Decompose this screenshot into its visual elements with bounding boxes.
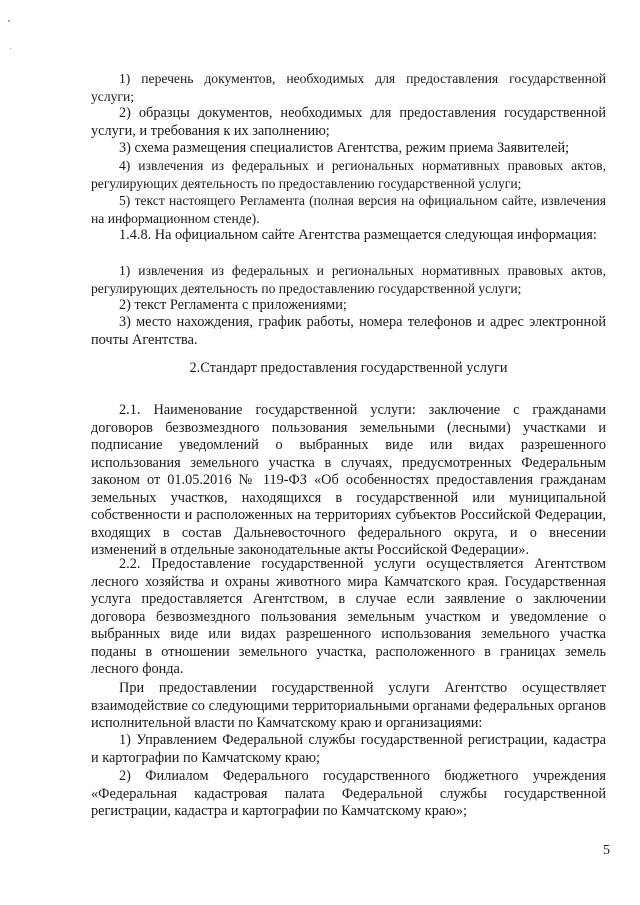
section-heading: 2.Стандарт предоставления государственной услуги (189, 360, 508, 376)
list-item-extracts: 4) извлечения из федеральных и региональных нормативных правовых актов, регулирующих деятельность по предоставлению государственной услуги; (91, 158, 606, 191)
list-item-site-contacts: 3) место нахождения, график работы, номера телефонов и адрес электронной почты Агентства. (91, 314, 606, 348)
clause-1-4-8: 1.4.8. На официальном сайте Агентства размещается следующая информация: (119, 227, 597, 243)
interaction-item-1: 1) Управлением Федеральной службы государственной регистрации, кадастра и картографии по Камчатскому краю; (91, 732, 606, 766)
interaction-intro: При предоставлении государственной услуги Агентство осуществляет взаимодействие со следующими территориальными органами федеральных органов исполнительной власти по Камчатскому краю и организациями: (91, 680, 606, 731)
clause-2-1: 2.1. Наименование государственной услуги: заключение с гражданами договоров безвозмездного пользования земельными (лесными) участками и подписание уведомлений о выбранных виде или видах разрешенного использования земельного участка в случаях, предусмотренных Федеральным законом от 01.05.2016 № 119-ФЗ «Об особенностях предоставления гражданам земельных участков, находящихся в государственной или муниципальной собственности и расположенных на территориях субъектов Российской Федерации, входящих в состав Дальневосточного федерального округа, и о внесении изменений в отдельные законодательные акты Российской Федерации». (91, 402, 606, 558)
interaction-item-2: 2) Филиалом Федерального государственного бюджетного учреждения «Федеральная кадастровая палата Федеральной службы государственной регистрации, кадастра и картографии по Камчатскому краю»; (91, 768, 606, 819)
scan-speck (8, 20, 10, 22)
scan-speck (10, 48, 11, 49)
list-item-documents: 1) перечень документов, необходимых для предоставления государственной услуги; (91, 71, 606, 104)
list-item-samples: 2) образцы документов, необходимых для предоставления государственной услуги, и требования к их заполнению; (91, 105, 606, 139)
clause-2-2: 2.2. Предоставление государственной услуги осуществляется Агентством лесного хозяйства и охраны животного мира Камчатского края. Государственная услуга предоставляется Агентством, в случае если заявление о заключении договора безвозмездного пользования земельным участком и уведомление о выбранных виде или видах разрешенного использования земельного участка поданы в отношении земельного участка, расположенного в границах земель лесного фонда. (91, 556, 606, 677)
list-item-site-text: 2) текст Регламента с приложениями; (119, 297, 347, 313)
list-item-regulation-text: 5) текст настоящего Регламента (полная версия на официальном сайте, извлечения на информационном стенде). (91, 193, 606, 226)
list-item-layout: 3) схема размещения специалистов Агентства, режим приема Заявителей; (119, 140, 570, 156)
page-number: 5 (603, 843, 610, 858)
list-item-site-extracts: 1) извлечения из федеральных и региональных нормативных правовых актов, регулирующих деятельность по предоставлению государственной услуги; (91, 263, 606, 296)
